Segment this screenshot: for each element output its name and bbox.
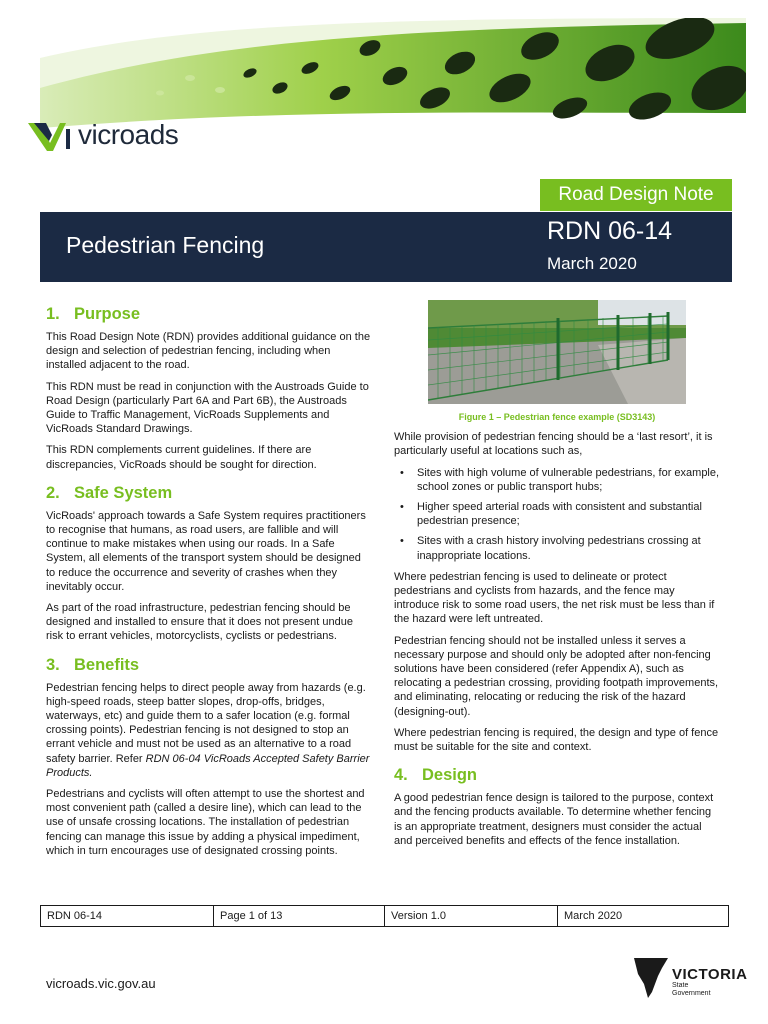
paragraph: Pedestrian fencing should not be installed unless it serves a necessary purpose and should only be adopted after non-fencing solutions have been considered (refer Appendix A), such as relocating a pedestrian crossing, providing footpath improvements, and eliminating, relocating or reducing the risk of the hazard (designing-out). [394,634,719,718]
heading-benefits: 3. Benefits [46,655,140,674]
paragraph: This Road Design Note (RDN) provides additional guidance on the design and selection of pedestrian fencing, including when installed adjacent to the road. [46,331,371,372]
fence-photo [428,300,686,404]
title-band [40,212,732,282]
paragraph: Where pedestrian fencing is used to delineate or protect pedestrians and cyclists from hazards, and the fence may introduce risk to some road users, the net risk must be less than if the hazard were left untreated. [394,570,715,626]
gov-name: VICTORIA [672,966,748,983]
heading-design: 4. Design [394,766,478,785]
reference-link-text: RDN 06-04 VicRoads Accepted Safety Barrier Products. [46,752,370,779]
footer-version: Version 1.0 [385,906,558,926]
victoria-government-logo [632,954,748,1002]
paragraph: A good pedestrian fence design is tailored to the purpose, context and the fencing products available. To determine whether fencing is an appropriate treatment, designers must consider the actual and perceived benefits and effects of the fence installation. [394,792,714,847]
doc-id: RDN 06-14 [547,217,673,245]
gov-subtitle: State Government [672,982,711,997]
list-item: • Higher speed arterial roads with consistent and substantial pedestrian presence; [394,500,720,528]
footer-doc-id: RDN 06-14 [41,906,214,926]
victoria-map-icon [632,954,672,1000]
paragraph: VicRoads' approach towards a Safe System requires practitioners to recognise that humans, as road users, are fallible and will continue to make mistakes when using our roads. In a Safe System, all elements of the transport system should be designed to reduce the occurrence and severity of crashes when they inevitably occur. [46,509,366,593]
doc-date: March 2020 [547,254,637,273]
list-item: • Sites with high volume of vulnerable pedestrians, for example, school zones or public transport hubs; [394,466,720,494]
footer-date: March 2020 [564,910,623,922]
paragraph: Where pedestrian fencing is required, the design and type of fence must be suitable for the site and context. [394,726,719,754]
paragraph: As part of the road infrastructure, pedestrian fencing should be designed and installed to ensure that it does not present undue risk to errant vehicles, motorcyclists, cyclists or pedestrians. [46,602,354,643]
paragraph: This RDN complements current guidelines. If there are discrepancies, VicRoads should be sought for direction. [46,444,317,471]
right-column [394,300,720,855]
paragraph: Pedestrians and cyclists will often attempt to use the shortest and most convenient path (called a desire line), which can lead to the use of unsafe crossing locations. The installation of pedestrian fencing can manage this issue by adding a physical impediment, which in turn encourages use of designated crossing points. [46,788,365,857]
figure-caption: Figure 1 – Pedestrian fence example (SD3143) [458,412,656,422]
list-item: • Sites with a crash history involving pedestrians crossing at inappropriate locations. [394,534,720,562]
vicroads-chevron-icon [26,115,74,155]
page-title: Pedestrian Fencing [66,232,265,258]
paragraph: While provision of pedestrian fencing should be a ‘last resort’, it is particularly useful at locations such as, [394,431,713,458]
footer-info-table [40,905,729,927]
brand-wordmark: vicroads [78,119,179,150]
location-list [394,466,720,563]
doc-type-label: Road Design Note [540,179,732,211]
paragraph: Pedestrian fencing helps to direct people away from hazards (e.g. high-speed roads, steep batter slopes, drop-offs, bridges, waterways, etc) and guide them to a safer location (e.g. formal crossing points). Pedestrian fencing is not designed to stop an errant vehicle and must not be used as an alternative to a road safety barrier. Refer RDN 06-04 VicRoads Accepted Safety Barrier Products. [46,681,370,779]
vicroads-logo [26,115,178,155]
heading-purpose: 1. Purpose [46,305,141,323]
footer-page-number: Page 1 of 13 [214,906,385,926]
heading-safe-system: 2. Safe System [46,483,173,502]
paragraph: This RDN must be read in conjunction with the Austroads Guide to Road Design (particularly Part 6A and Part 6B), the Austroads Guide to Traffic Management, VicRoads Supplements and VicRoads Standard Drawings. [46,380,369,436]
website-url: vicroads.vic.gov.au [46,976,156,991]
left-column [46,304,372,865]
